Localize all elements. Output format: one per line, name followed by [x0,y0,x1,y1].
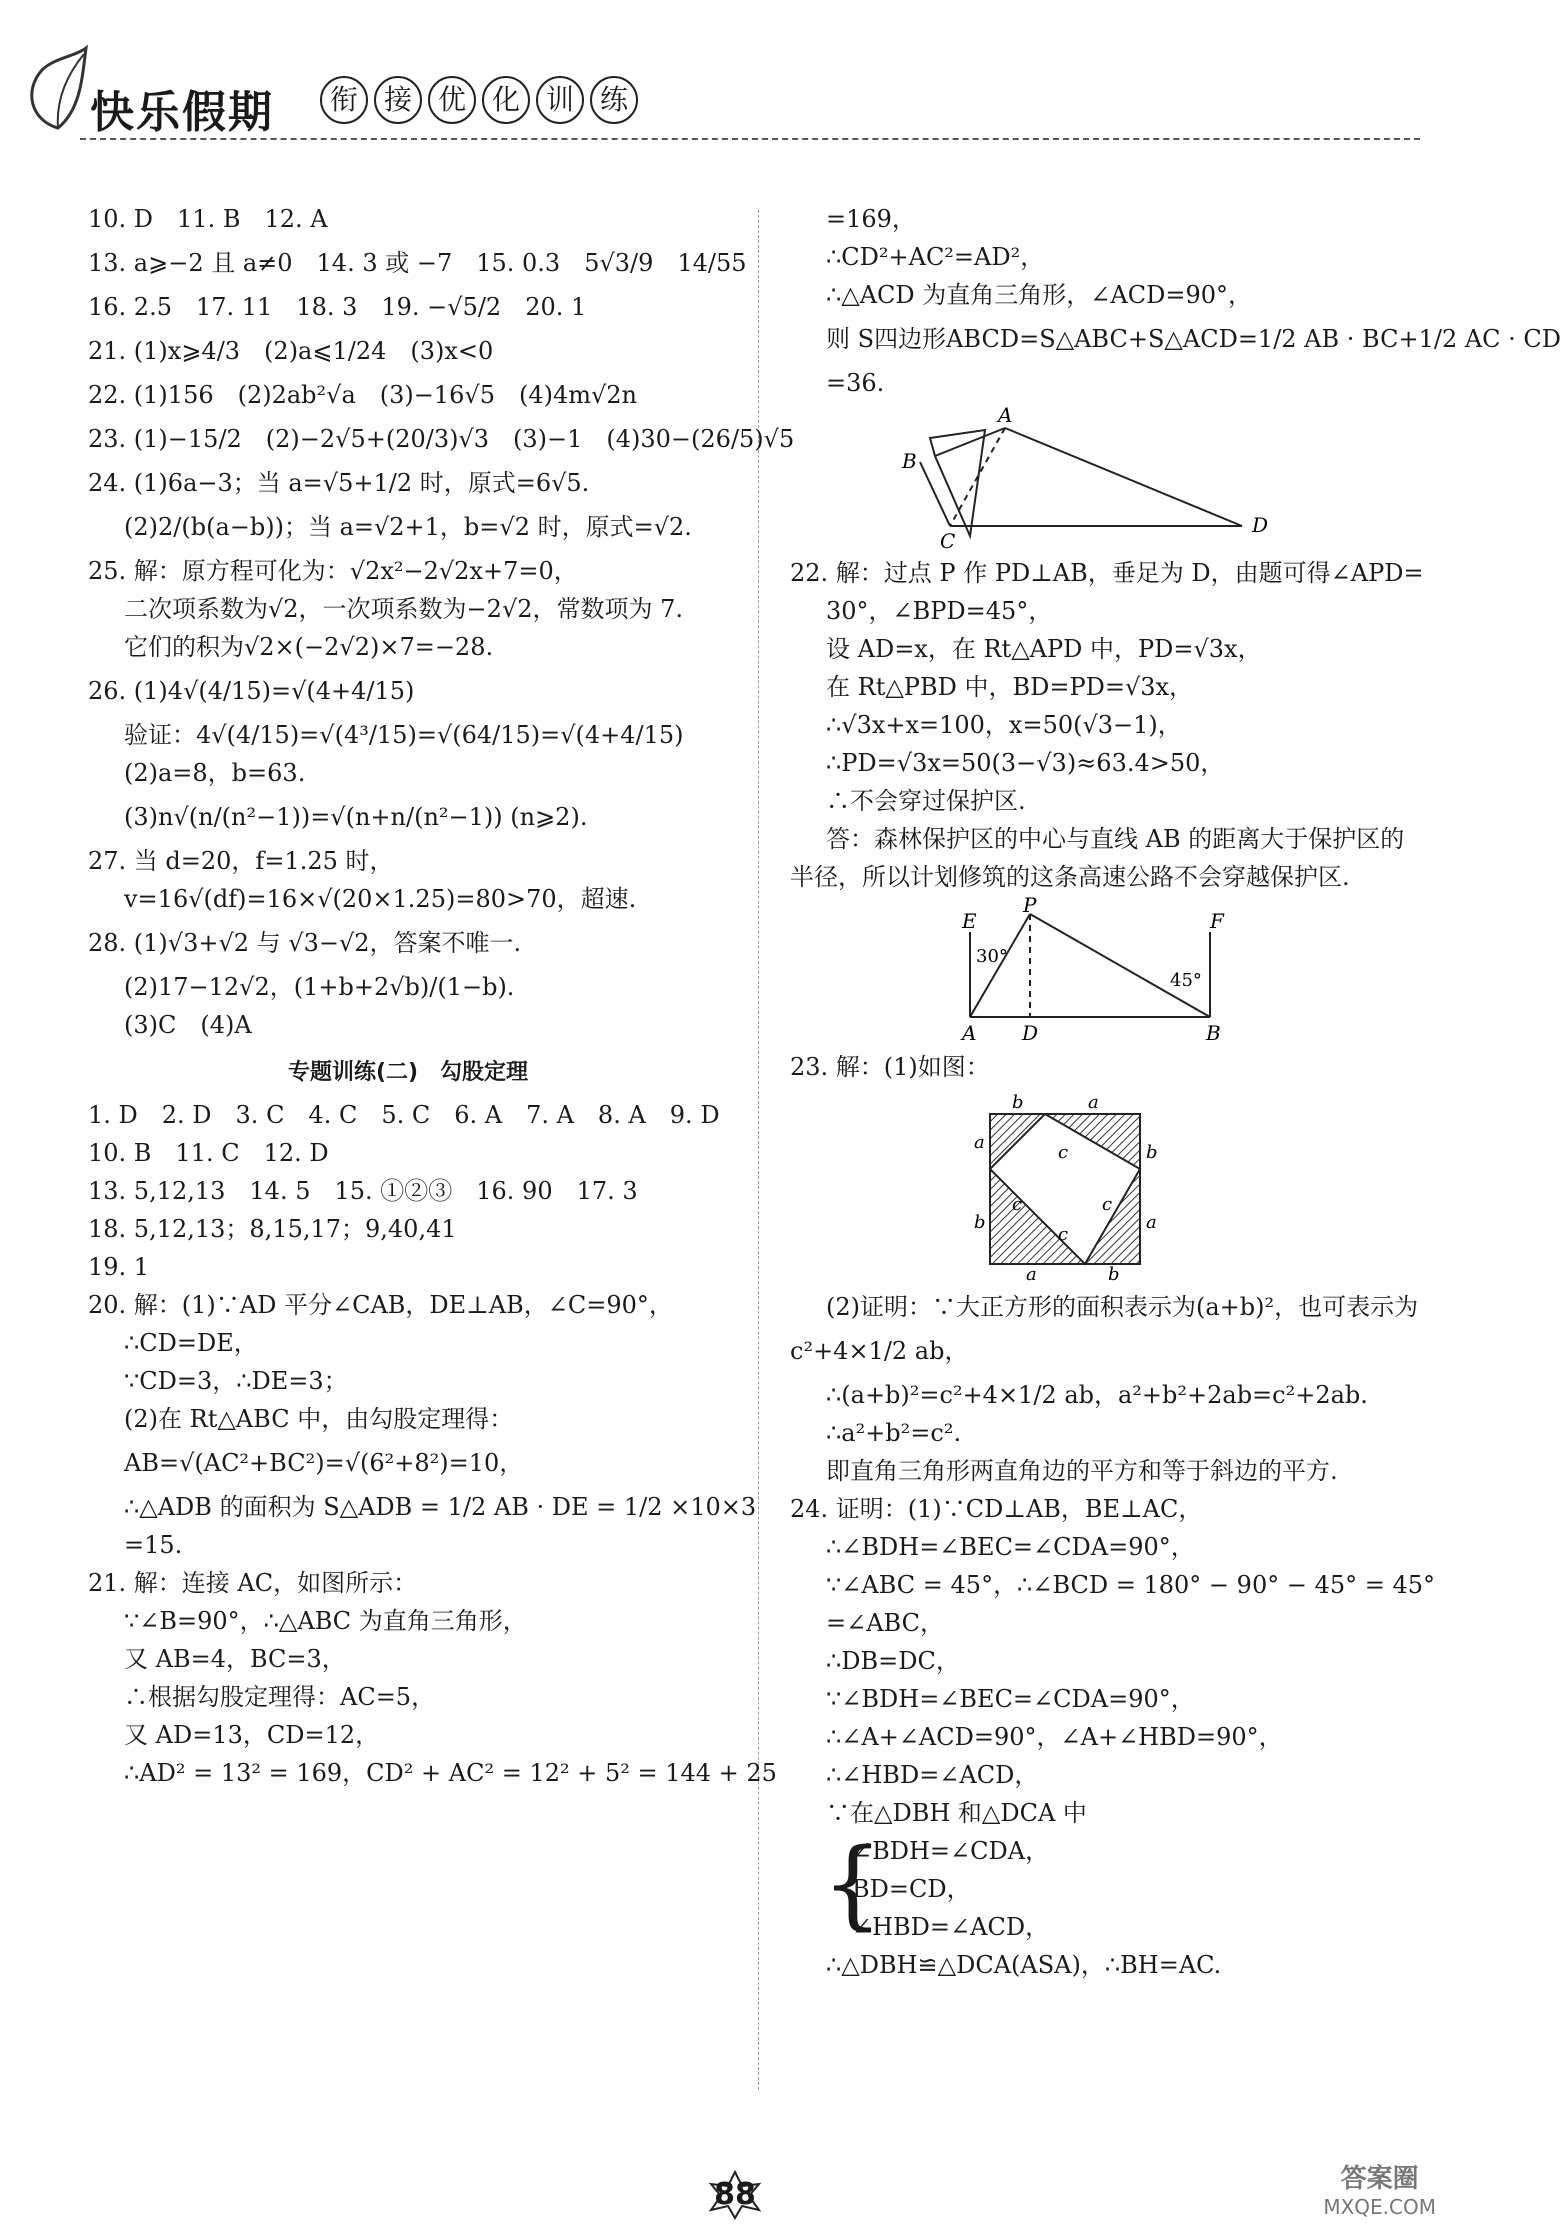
figure-label: b [1012,1092,1024,1113]
answer-line: (2)证明：∵大正方形的面积表示为(a+b)²，也可表示为 [826,1293,1419,1321]
answer-line: v=16√(df)=16×√(20×1.25)=80>70，超速. [124,885,637,913]
answer-line: 28. (1)√3+√2 与 √3−√2，答案不唯一. [88,929,522,957]
figure-label: b [1108,1264,1120,1285]
figure-label: c [1012,1194,1023,1215]
page-number [705,2170,765,2220]
answer-line: ∴a²+b²=c². [826,1419,962,1447]
answer-line: ∵∠ABC = 45°，∴∠BCD = 180° − 90° − 45° = 45° [826,1571,1436,1599]
brace-system [790,1828,1430,1946]
answer-line: c²+4×1/2 ab， [790,1337,969,1365]
answer-line: 22. 解：过点 P 作 PD⊥AB，垂足为 D，由题可得∠APD= [790,559,1424,587]
angle-label: 30° [976,946,1008,967]
figure-label: a [1146,1212,1157,1233]
answer-line: ∴∠HBD=∠ACD， [826,1761,1039,1789]
figure-label: c [1058,1224,1069,1245]
answer-line: 27. 当 d=20，f=1.25 时， [88,847,394,875]
answer-line: (2)2/(b(a−b))；当 a=√2+1，b=√2 时，原式=√2. [124,513,692,541]
answer-line: 半径，所以计划修筑的这条高速公路不会穿越保护区. [790,863,1350,891]
answer-line: =15. [124,1531,183,1559]
answer-line: ∴△DBH≌△DCA(ASA)，∴BH=AC. [826,1951,1222,1979]
subtitle-char: 优 [428,76,476,124]
figure-label: C [940,529,956,553]
answer-line: 在 Rt△PBD 中，BD=PD=√3x， [826,673,1194,701]
answer-line: ∴△ACD 为直角三角形，∠ACD=90°， [826,281,1252,309]
answer-line: 24. 证明：(1)∵CD⊥AB，BE⊥AC， [790,1495,1203,1523]
answer-line: ∵在△DBH 和△DCA 中 [826,1799,1087,1827]
answer-line: 二次项系数为√2，一次项系数为−2√2，常数项为 7. [124,595,684,623]
figure-label: D [1252,513,1269,537]
page-number-text: 88 [714,2177,756,2212]
answer-line: (2)a=8，b=63. [124,759,306,787]
watermark [1323,2158,1436,2219]
answer-line: 10. B 11. C 12. D [88,1139,329,1167]
figure-label: c [1102,1194,1113,1215]
figure-label: P [1023,893,1037,917]
answer-line: 验证：4√(4/15)=√(4³/15)=√(64/15)=√(4+4/15) [124,721,684,749]
answer-line: 10. D 11. B 12. A [88,205,328,233]
answer-line: ∴根据勾股定理得：AC=5， [124,1683,436,1711]
answer-line: 20. 解：(1)∵AD 平分∠CAB，DE⊥AB，∠C=90°， [88,1291,673,1319]
answer-line: 1. D 2. D 3. C 4. C 5. C 6. A 7. A 8. A 9. D [88,1101,720,1129]
figure-label: c [1058,1142,1069,1163]
answer-line: 它们的积为√2×(−2√2)×7=−28. [124,633,494,661]
figure-label: D [1022,1021,1039,1045]
answer-line: ∴√3x+x=100，x=50(√3−1)， [826,711,1182,739]
quadrilateral-figure [790,403,1430,553]
answer-line: ∵∠B=90°，∴△ABC 为直角三角形， [124,1607,527,1635]
figure-label: B [902,449,917,473]
square-proof-figure [790,1092,1430,1285]
subtitle-char: 化 [482,76,530,124]
answer-line: (3)n√(n/(n²−1))=√(n+n/(n²−1)) (n⩾2). [124,803,588,831]
watermark-url: MXQE.COM [1323,2195,1436,2219]
answer-line: 答：森林保护区的中心与直线 AB 的距离大于保护区的 [826,825,1405,853]
highway-figure [790,893,1430,1045]
subtitle-char: 接 [374,76,422,124]
answer-line: 26. (1)4√(4/15)=√(4+4/15) [88,677,415,705]
answer-line: ∠BDH=∠CDA， [852,1837,1050,1865]
watermark-logo-text: 答案圈 [1340,2164,1419,2194]
figure-label: E [962,909,977,933]
answer-line: 18. 5,12,13；8,15,17；9,40,41 [88,1215,457,1243]
figure-label: A [962,1021,977,1045]
answer-line: (2)在 Rt△ABC 中，由勾股定理得： [124,1405,514,1433]
answer-line: 即直角三角形两直角边的平方和等于斜边的平方. [826,1457,1338,1485]
answer-line: 则 S四边形ABCD=S△ABC+S△ACD=1/2 AB · BC+1/2 AC · CD [826,325,1561,353]
answer-line: 21. 解：连接 AC，如图所示： [88,1569,418,1597]
figure-label: b [974,1212,986,1233]
figure-label: B [1206,1021,1221,1045]
answer-line: 22. (1)156 (2)2ab²√a (3)−16√5 (4)4m√2n [88,381,638,409]
answer-line: =∠ABC， [826,1609,944,1637]
left-column [88,200,795,1792]
answer-line: 25. 解：原方程可化为：√2x²−2√2x+7=0， [88,557,578,585]
answer-line: ∴不会穿过保护区. [826,787,1026,815]
angle-label: 45° [1170,970,1202,991]
answer-line: ∴DB=DC， [826,1647,960,1675]
answer-line: 又 AD=13，CD=12， [124,1721,380,1749]
answer-line: 又 AB=4，BC=3， [124,1645,346,1673]
answer-line: (3)C (4)A [124,1011,252,1039]
answer-line: 19. 1 [88,1253,150,1281]
answer-line: ∴∠A+∠ACD=90°，∠A+∠HBD=90°， [826,1723,1283,1751]
figure-label: A [998,403,1013,427]
answer-line: 16. 2.5 17. 11 18. 3 19. −√5/2 20. 1 [88,293,587,321]
subtitle-char: 训 [536,76,584,124]
answer-line: 21. (1)x⩾4/3 (2)a⩽1/24 (3)x<0 [88,337,494,365]
answer-line: (2)17−12√2，(1+b+2√b)/(1−b). [124,973,515,1001]
figure-label: b [1146,1142,1158,1163]
answer-line: ∴AD² = 13² = 169，CD² + AC² = 12² + 5² = 144 + 25 [124,1759,777,1787]
section-title: 专题训练(二) 勾股定理 [287,1060,529,1085]
figure-label: a [1088,1092,1099,1113]
brand-title: 快乐假期 [90,87,274,138]
answer-line: 23. 解：(1)如图： [790,1053,990,1081]
answer-line: BD=CD， [852,1875,971,1903]
answer-line: ∠HBD=∠ACD， [852,1913,1050,1941]
answer-line: ∴(a+b)²=c²+4×1/2 ab，a²+b²+2ab=c²+2ab. [826,1381,1368,1409]
figure-label: a [1026,1264,1037,1285]
answer-line: 24. (1)6a−3；当 a=√5+1/2 时，原式=6√5. [88,469,590,497]
answer-line: ∴CD=DE， [124,1329,258,1357]
answer-line: ∴PD=√3x=50(3−√3)≈63.4>50， [826,749,1225,777]
answer-line: 23. (1)−15/2 (2)−2√5+(20/3)√3 (3)−1 (4)30−(26/5)√5 [88,425,795,453]
answer-line: 13. 5,12,13 14. 5 15. ①②③ 16. 90 17. 3 [88,1177,638,1205]
answer-line: AB=√(AC²+BC²)=√(6²+8²)=10， [124,1449,524,1477]
answer-line: 30°，∠BPD=45°， [826,597,1053,625]
answer-line: 设 AD=x，在 Rt△APD 中，PD=√3x， [826,635,1262,663]
page-header [20,40,1420,150]
subtitle-char: 练 [590,76,638,124]
leaf-logo-icon [20,40,100,140]
answer-line: ∴△ADB 的面积为 S△ADB = 1/2 AB · DE = 1/2 ×10×3 [124,1493,757,1521]
answer-line: =36. [826,369,885,397]
answer-line: ∵CD=3，∴DE=3； [124,1367,348,1395]
answer-line: ∴CD²+AC²=AD²， [826,243,1045,271]
figure-label: a [974,1132,985,1153]
header-divider [80,138,1420,140]
header-subtitle [320,76,638,124]
figure-label: F [1210,909,1224,933]
answer-line: =169， [826,205,916,233]
right-column [790,200,1561,1984]
column-divider [758,210,759,2090]
answer-line: 13. a⩾−2 且 a≠0 14. 3 或 −7 15. 0.3 5√3/9 14/55 [88,249,747,277]
subtitle-char: 衔 [320,76,368,124]
answer-line: ∵∠BDH=∠BEC=∠CDA=90°， [826,1685,1195,1713]
answer-line: ∴∠BDH=∠BEC=∠CDA=90°， [826,1533,1195,1561]
left-brace-icon: { [822,1828,884,1940]
